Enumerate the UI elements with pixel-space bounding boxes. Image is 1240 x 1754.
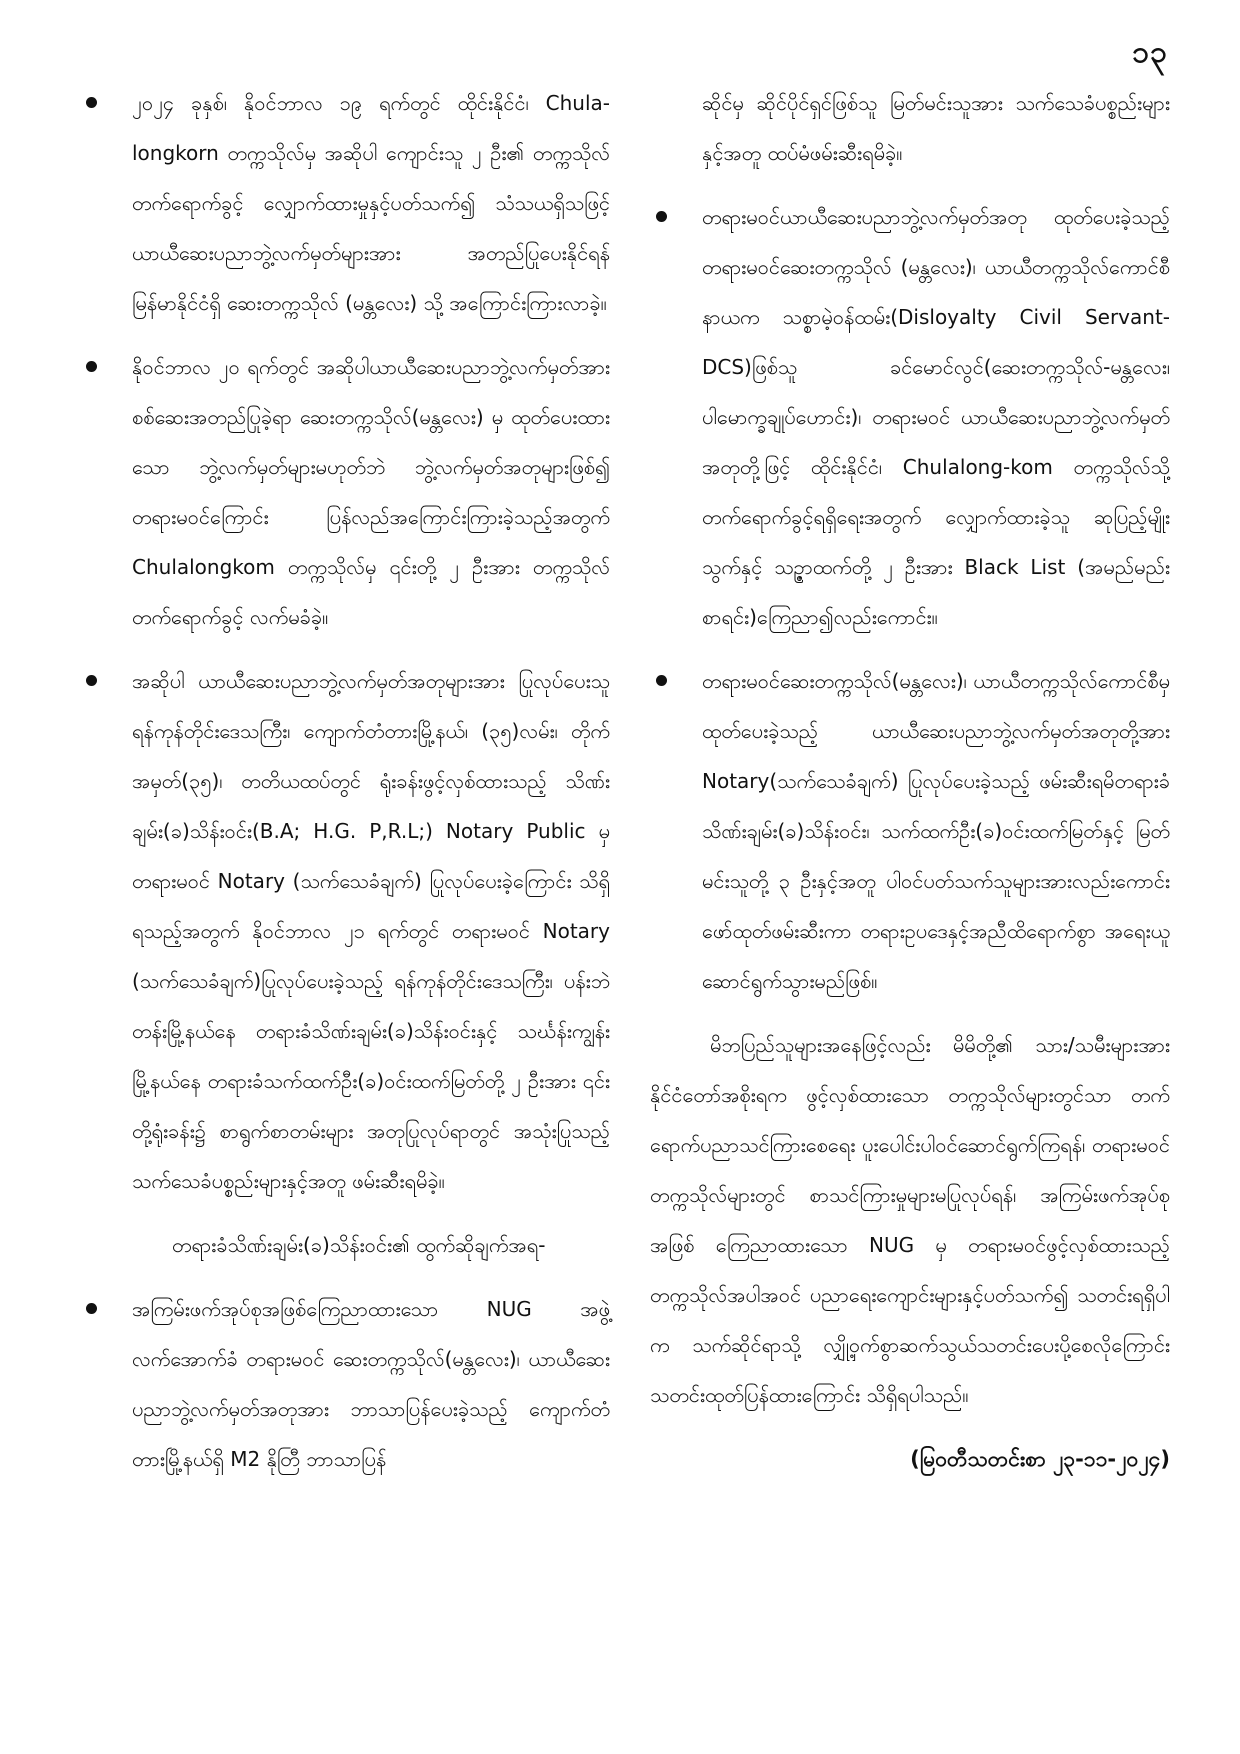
closing-paragraph: မိဘပြည်သူများအနေဖြင့်လည်း မိမိတို့၏ သား/သမီးများအား နိုင်ငံတော်အစိုးရက ဖွင့်လှစ်ထားသော တက္ကသိုလ်များတွင်သာ တက်ရောက်ပညာသင်ကြားစေရေး ပူးပေါင်းပါဝင်ဆောင်ရွက်ကြရန်၊ တရားမဝင်တက္ကသိုလ်များတွင် စာသင်ကြားမှုများမပြုလုပ်ရန်၊ အကြမ်းဖက်အုပ်စုအဖြစ် ကြေညာထားသော NUG မှ တရားမဝင်ဖွင့်လှစ်ထားသည့် တက္ကသိုလ်အပါအဝင် ပညာရေးကျောင်းများနှင့်ပတ်သက်၍ သတင်းရရှိပါက သက်ဆိုင်ရာသို့ လျှို့ဝှက်စွာဆက်သွယ်သတင်းပေးပို့စေလိုကြောင်း သတင်းထုတ်ပြန်ထားကြောင်း သိရှိရပါသည်။ bbox=[650, 1033, 1170, 1407]
lead-in-text: တရားခံသိဏ်းချမ်း(ခ)သိန်းဝင်း၏ ထွက်ဆိုချက်အရ- bbox=[172, 1233, 546, 1257]
bullet-item bbox=[650, 656, 1170, 1006]
bullet-text: အဆိုပါ ယာယီဆေးပညာဘွဲ့လက်မှတ်အတုများအား ပြုလုပ်ပေးသူ ရန်ကုန်တိုင်းဒေသကြီး၊ ကျောက်တံတားမြို့နယ်၊ (၃၅)လမ်း၊ တိုက်အမှတ်(၃၅)၊ တတိယထပ်တွင် ရုံးခန်းဖွင့်လှစ်ထားသည့် သိဏ်းချမ်း(ခ)သိန်းဝင်း(B.A; H.G. P,R.L;) Notary Public မှ တရားမဝင် Notary (သက်သေခံချက်) ပြုလုပ်ပေးခဲ့ကြောင်း သိရှိရသည့်အတွက် နိုဝင်ဘာလ ၂၁ ရက်တွင် တရားမဝင် Notary (သက်သေခံချက်)ပြုလုပ်ပေးခဲ့သည့် ရန်ကုန်တိုင်းဒေသကြီး၊ ပန်းဘဲတန်းမြို့နယ်နေ တရားခံသိဏ်းချမ်း(ခ)သိန်းဝင်းနှင့် သင်္ဃန်းကျွန်းမြို့နယ်နေ တရားခံသက်ထက်ဦး(ခ)ဝင်းထက်မြတ်တို့ ၂ ဦးအား ၎င်းတို့ရုံးခန်း၌ စာရွက်စာတမ်းများ အတုပြုလုပ်ရာတွင် အသုံးပြုသည့် သက်သေခံပစ္စည်းများနှင့်အတူ ဖမ်းဆီးရမိခဲ့။ bbox=[132, 669, 610, 1193]
bullet-item bbox=[80, 1284, 610, 1484]
right-column bbox=[650, 78, 1170, 1498]
bullet-icon bbox=[656, 211, 667, 222]
bullet-icon bbox=[86, 675, 97, 686]
bullet-text: ၂၀၂၄ ခုနှစ်၊ နိုဝင်ဘာလ ၁၉ ရက်တွင် ထိုင်းနိုင်ငံ၊ Chula-longkorn တက္ကသိုလ်မှ အဆိုပါ ကျောင်းသူ ၂ ဦး၏ တက္ကသိုလ်တက်ရောက်ခွင့် လျှောက်ထားမှုနှင့်ပတ်သက်၍ သံသယရှိသဖြင့် ယာယီဆေးပညာဘွဲ့လက်မှတ်များအား အတည်ပြုပေးနိုင်ရန် မြန်မာနိုင်ငံရှိ ဆေးတက္ကသိုလ် (မန္တလေး) သို့ အကြောင်းကြားလာခဲ့။ bbox=[132, 91, 610, 315]
bullet-text: အကြမ်းဖက်အုပ်စုအဖြစ်ကြေညာထားသော NUG အဖွဲ့လက်အောက်ခံ တရားမဝင် ဆေးတက္ကသိုလ်(မန္တလေး)၊ ယာယီဆေးပညာဘွဲ့လက်မှတ်အတုအား ဘာသာပြန်ပေးခဲ့သည့် ကျောက်တံတားမြို့နယ်ရှိ M2 နိုတြီ ဘာသာပြန် bbox=[132, 1297, 610, 1471]
bullet-item bbox=[80, 78, 610, 328]
bullet-icon bbox=[86, 361, 97, 372]
bullet-icon bbox=[86, 97, 97, 108]
left-column bbox=[80, 78, 610, 1498]
continued-text: ဆိုင်မှ ဆိုင်ပိုင်ရှင်ဖြစ်သူ မြတ်မင်းသူအား သက်သေခံပစ္စည်းများနှင့်အတူ ထပ်မံဖမ်းဆီးရမိခဲ့။ bbox=[702, 91, 1170, 165]
article-columns bbox=[80, 78, 1170, 1498]
bullet-text: တရားမဝင်ယာယီဆေးပညာဘွဲ့လက်မှတ်အတု ထုတ်ပေးခဲ့သည့် တရားမဝင်ဆေးတက္ကသိုလ် (မန္တလေး)၊ ယာယီတက္ကသိုလ်ကောင်စီနာယက သစ္စာမဲ့ဝန်ထမ်း(Disloyalty Civil Servant-DCS)ဖြစ်သူ ခင်မောင်လွင်(ဆေးတက္ကသိုလ်-မန္တလေး၊ ပါမောက္ခချုပ်ဟောင်း)၊ တရားမဝင် ယာယီဆေးပညာဘွဲ့လက်မှတ်အတုတို့ဖြင့် ထိုင်းနိုင်ငံ၊ Chulalong-kom တက္ကသိုလ်သို့ တက်ရောက်ခွင့်ရရှိရေးအတွက် လျှောက်ထားခဲ့သူ ဆုပြည့်မျိုးသွက်နှင့် သဥ္ဇာထက်တို့ ၂ ဦးအား Black List (အမည်မည်းစာရင်း)ကြေညာ၍လည်းကောင်း။ bbox=[702, 205, 1170, 629]
bullet-icon bbox=[86, 1303, 97, 1314]
page-number: ၁၃ bbox=[1132, 35, 1168, 70]
bullet-item bbox=[80, 656, 610, 1206]
bullet-text: တရားမဝင်ဆေးတက္ကသိုလ်(မန္တလေး)၊ ယာယီတက္ကသိုလ်ကောင်စီမှထုတ်ပေးခဲ့သည့် ယာယီဆေးပညာဘွဲ့လက်မှတ်အတုတို့အား Notary(သက်သေခံချက်) ပြုလုပ်ပေးခဲ့သည့် ဖမ်းဆီးရမိတရားခံသိဏ်းချမ်း(ခ)သိန်းဝင်း၊ သက်ထက်ဦး(ခ)ဝင်းထက်မြတ်နှင့် မြတ်မင်းသူတို့ ၃ ဦးနှင့်အတူ ပါဝင်ပတ်သက်သူများအားလည်းကောင်း ဖော်ထုတ်ဖမ်းဆီးကာ တရားဥပဒေနှင့်အညီထိရောက်စွာ အရေးယူဆောင်ရွက်သွားမည်ဖြစ်။ bbox=[702, 669, 1170, 993]
bullet-text: နိုဝင်ဘာလ ၂၀ ရက်တွင် အဆိုပါယာယီဆေးပညာဘွဲ့လက်မှတ်အား စစ်ဆေးအတည်ပြုခဲ့ရာ ဆေးတက္ကသိုလ်(မန္တလေး) မှ ထုတ်ပေးထားသော ဘွဲ့လက်မှတ်များမဟုတ်ဘဲ ဘွဲ့လက်မှတ်အတုများဖြစ်၍ တရားမဝင်ကြောင်း ပြန်လည်အကြောင်းကြားခဲ့သည့်အတွက် Chulalongkom တက္ကသိုလ်မှ ၎င်းတို့ ၂ ဦးအား တက္ကသိုလ်တက်ရောက်ခွင့် လက်မခံခဲ့။ bbox=[132, 355, 610, 629]
bullet-item bbox=[650, 192, 1170, 642]
source-citation: (မြဝတီသတင်းစာ ၂၃-၁၁-၂၀၂၄) bbox=[910, 1447, 1170, 1471]
bullet-item bbox=[80, 342, 610, 642]
bullet-icon bbox=[656, 675, 667, 686]
